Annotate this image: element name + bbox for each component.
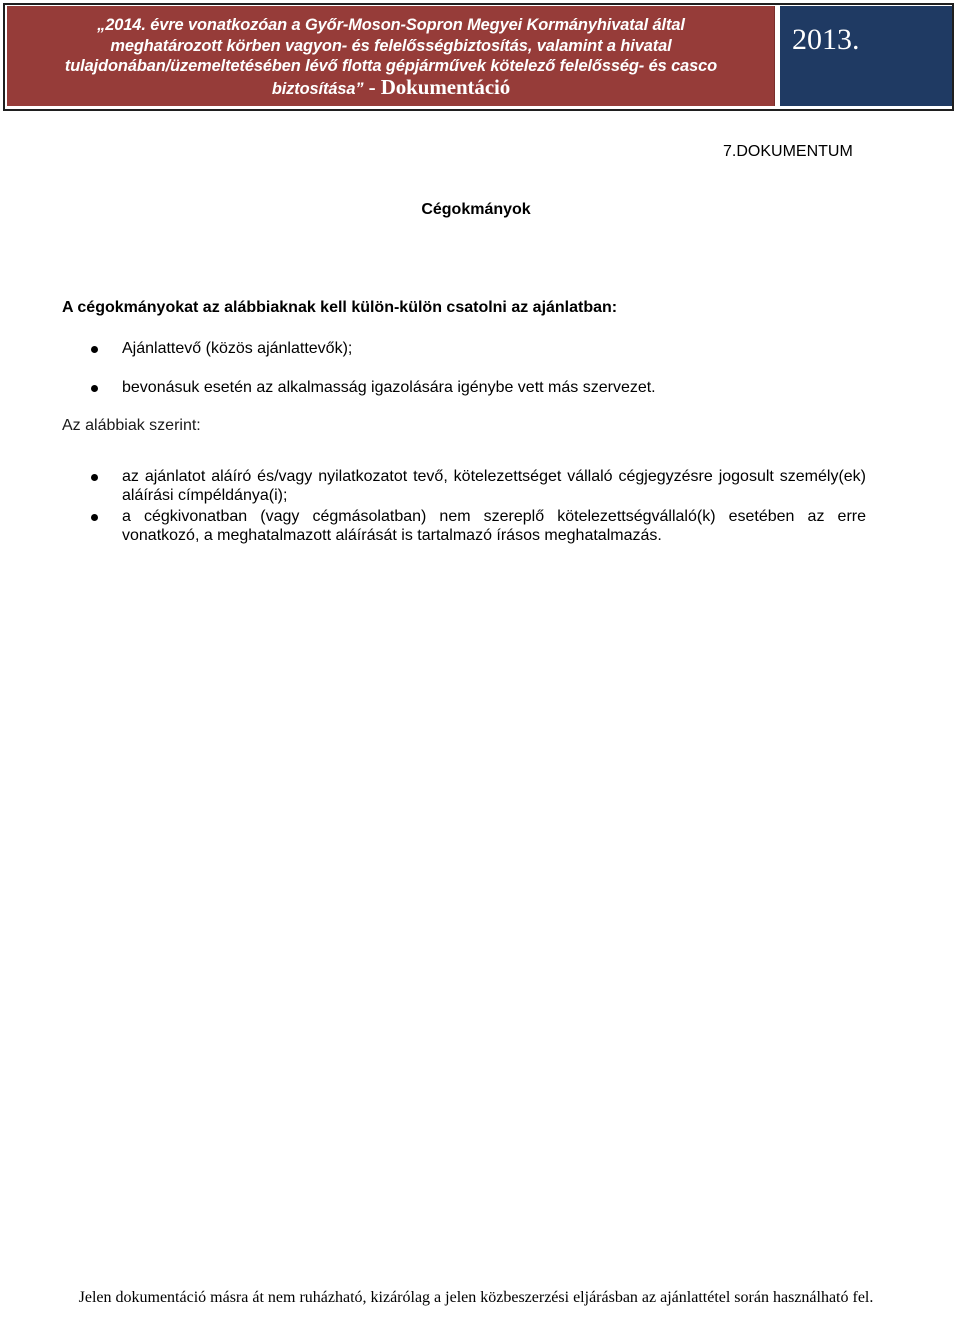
- header-title-line-4: [7, 74, 775, 100]
- bullet-icon: [91, 474, 98, 481]
- header-year: 2013.: [792, 23, 860, 56]
- list-item: [0, 507, 866, 545]
- list-item: [0, 378, 656, 398]
- list-item: [0, 339, 656, 359]
- intro-text: A cégokmányokat az alábbiaknak kell külön-külön csatolni az ajánlatban:: [62, 299, 618, 316]
- header-title-suffix: - Dokumentáció: [363, 74, 511, 99]
- header-title-line-1: „2014. évre vonatkozóan a Győr-Moson-Sopron Megyei Kormányhivatal által: [97, 16, 685, 34]
- header-title-panel: [7, 6, 775, 106]
- attachment-list: [0, 339, 656, 417]
- page-footer: Jelen dokumentáció másra át nem ruházható, kizárólag a jelen közbeszerzési eljárásban az ajánlattétel során használható fel.: [78, 1289, 874, 1306]
- bullet-icon: [91, 385, 98, 392]
- list-item-text: a cégkivonatban (vagy cégmásolatban) nem szereplő kötelezettségvállaló(k) esetében az erre vonatkozó, a meghatalmazott aláírását is tartalmazó írásos meghatalmazás.: [122, 508, 866, 544]
- subheading: Az alábbiak szerint:: [62, 417, 201, 434]
- list-item-text: bevonásuk esetén az alkalmasság igazolására igénybe vett más szervezet.: [122, 379, 656, 396]
- document-title: Cégokmányok: [421, 201, 531, 218]
- document-number: 7.DOKUMENTUM: [723, 143, 853, 160]
- requirement-list: [0, 467, 866, 547]
- list-item-text: Ajánlattevő (közös ajánlattevők);: [122, 340, 353, 357]
- bullet-icon: [91, 346, 98, 353]
- header-title: [7, 15, 775, 99]
- header-title-line-2: meghatározott körben vagyon- és felelősségbiztosítás, valamint a hivatal: [110, 36, 672, 55]
- list-item-text: az ajánlatot aláíró és/vagy nyilatkozatot tevő, kötelezettséget vállaló cégjegyzésre jogosult személy(ek) aláírási címpéldánya(i);: [122, 468, 866, 504]
- header-title-line-3: tulajdonában/üzemeltetésében lévő flotta gépjárművek kötelező felelősség- és casco: [64, 57, 718, 75]
- list-item: [0, 467, 866, 505]
- header-title-quote-end: biztosítása”: [271, 79, 364, 98]
- header-year-panel: [780, 6, 952, 106]
- bullet-icon: [91, 514, 98, 521]
